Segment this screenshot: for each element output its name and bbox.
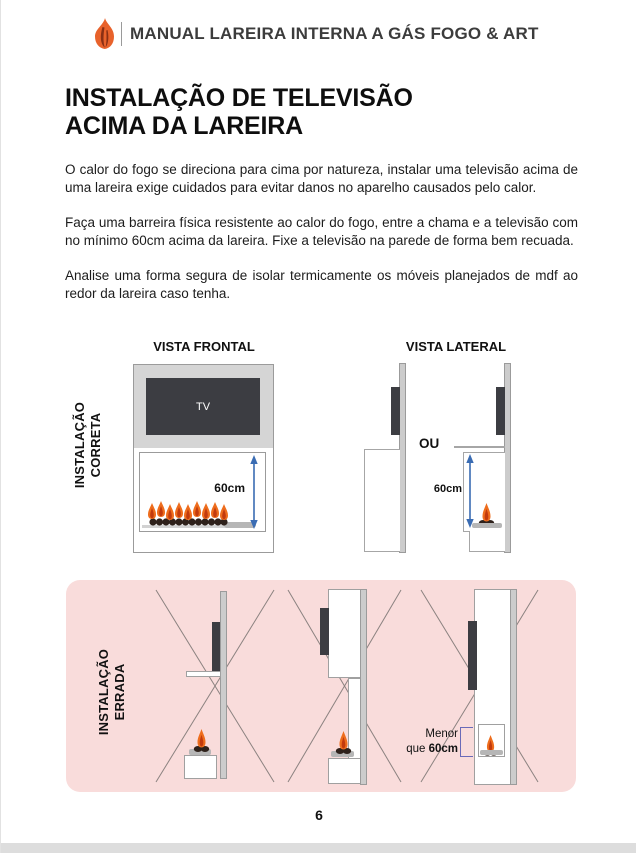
body-copy bbox=[65, 161, 578, 320]
footer-bar bbox=[1, 843, 636, 853]
page-number: 6 bbox=[315, 807, 323, 823]
paragraph-heat: O calor do fogo se direciona para cima por natureza, instalar uma televisão acima de uma lareira exige cuidados para evitar danos no aparelho causados pelo calor. bbox=[65, 162, 578, 195]
wrong-label-line1: INSTALAÇÃO bbox=[96, 648, 111, 736]
manual-title: MANUAL LAREIRA INTERNA A GÁS FOGO & ART bbox=[130, 24, 539, 43]
wrong1-pedestal bbox=[184, 755, 217, 779]
wrong3-tv bbox=[468, 621, 477, 690]
page-title-line2: ACIMA DA LAREIRA bbox=[65, 112, 303, 140]
paragraph-barrier: Faça uma barreira física resistente ao calor do fogo, entre a chama e a televisão com no mínimo 60cm acima da lareira. Fixe a televisão na parede de forma bem recuada. bbox=[65, 215, 578, 248]
burner-base-side bbox=[472, 523, 502, 528]
wrong3-burner-base bbox=[480, 750, 503, 755]
wrong2-wall bbox=[360, 589, 367, 785]
menor-line2 bbox=[388, 742, 458, 757]
or-label: OU bbox=[419, 436, 440, 451]
front-view-diagram bbox=[133, 364, 274, 553]
flame-logo-icon bbox=[93, 18, 116, 49]
tv-side-left bbox=[391, 387, 400, 435]
wall-side-right bbox=[504, 363, 511, 553]
correct-label-line2: CORRETA bbox=[87, 412, 103, 478]
enclosure-side-left bbox=[364, 449, 400, 552]
wrong1-wall bbox=[220, 591, 227, 779]
wrong-label-line2: ERRADA bbox=[111, 663, 127, 721]
distance-arrow-side bbox=[465, 454, 475, 528]
side-view-title: VISTA LATERAL bbox=[405, 339, 507, 354]
wall-side-left bbox=[399, 363, 406, 553]
correct-label-line1: INSTALAÇÃO bbox=[72, 401, 87, 489]
menor-measure-bracket bbox=[460, 727, 473, 757]
side-distance-label: 60cm bbox=[433, 483, 462, 495]
wrong2-flame-icon bbox=[334, 727, 354, 754]
correct-installation-label bbox=[72, 389, 106, 501]
barrier-shelf-line bbox=[454, 446, 505, 448]
distance-arrow-front bbox=[249, 455, 259, 529]
wrong2-cabinet bbox=[328, 589, 361, 678]
tv-side-right bbox=[496, 387, 505, 435]
wrong1-flame-icon bbox=[192, 725, 212, 752]
fireplace-front bbox=[139, 452, 266, 532]
wrong1-shelf bbox=[186, 671, 221, 677]
header-divider bbox=[121, 22, 122, 46]
front-distance-label: 60cm bbox=[214, 481, 245, 495]
menor-distance-label bbox=[388, 727, 458, 756]
front-view-title: VISTA FRONTAL bbox=[153, 339, 255, 354]
wrong2-pedestal bbox=[328, 758, 362, 784]
wrong3-wall bbox=[510, 589, 517, 785]
wrong1-tv bbox=[212, 622, 220, 672]
fireplace-side-base bbox=[469, 531, 505, 552]
paragraph-mdf: Analise uma forma segura de isolar termicamente os móveis planejados de mdf ao redor da lareira caso tenha. bbox=[65, 268, 578, 301]
flame-side-icon bbox=[477, 499, 497, 526]
page-title bbox=[65, 84, 413, 140]
page-title-line1: INSTALAÇÃO DE TELEVISÃO bbox=[65, 84, 413, 112]
tv-panel bbox=[134, 365, 273, 448]
menor-60cm: 60cm bbox=[428, 742, 458, 755]
tv-screen: TV bbox=[146, 378, 260, 435]
flames-row bbox=[147, 501, 233, 527]
menor-que: que bbox=[406, 742, 429, 755]
menor-line1: Menor bbox=[425, 728, 458, 740]
wrong2-tv bbox=[320, 608, 329, 655]
